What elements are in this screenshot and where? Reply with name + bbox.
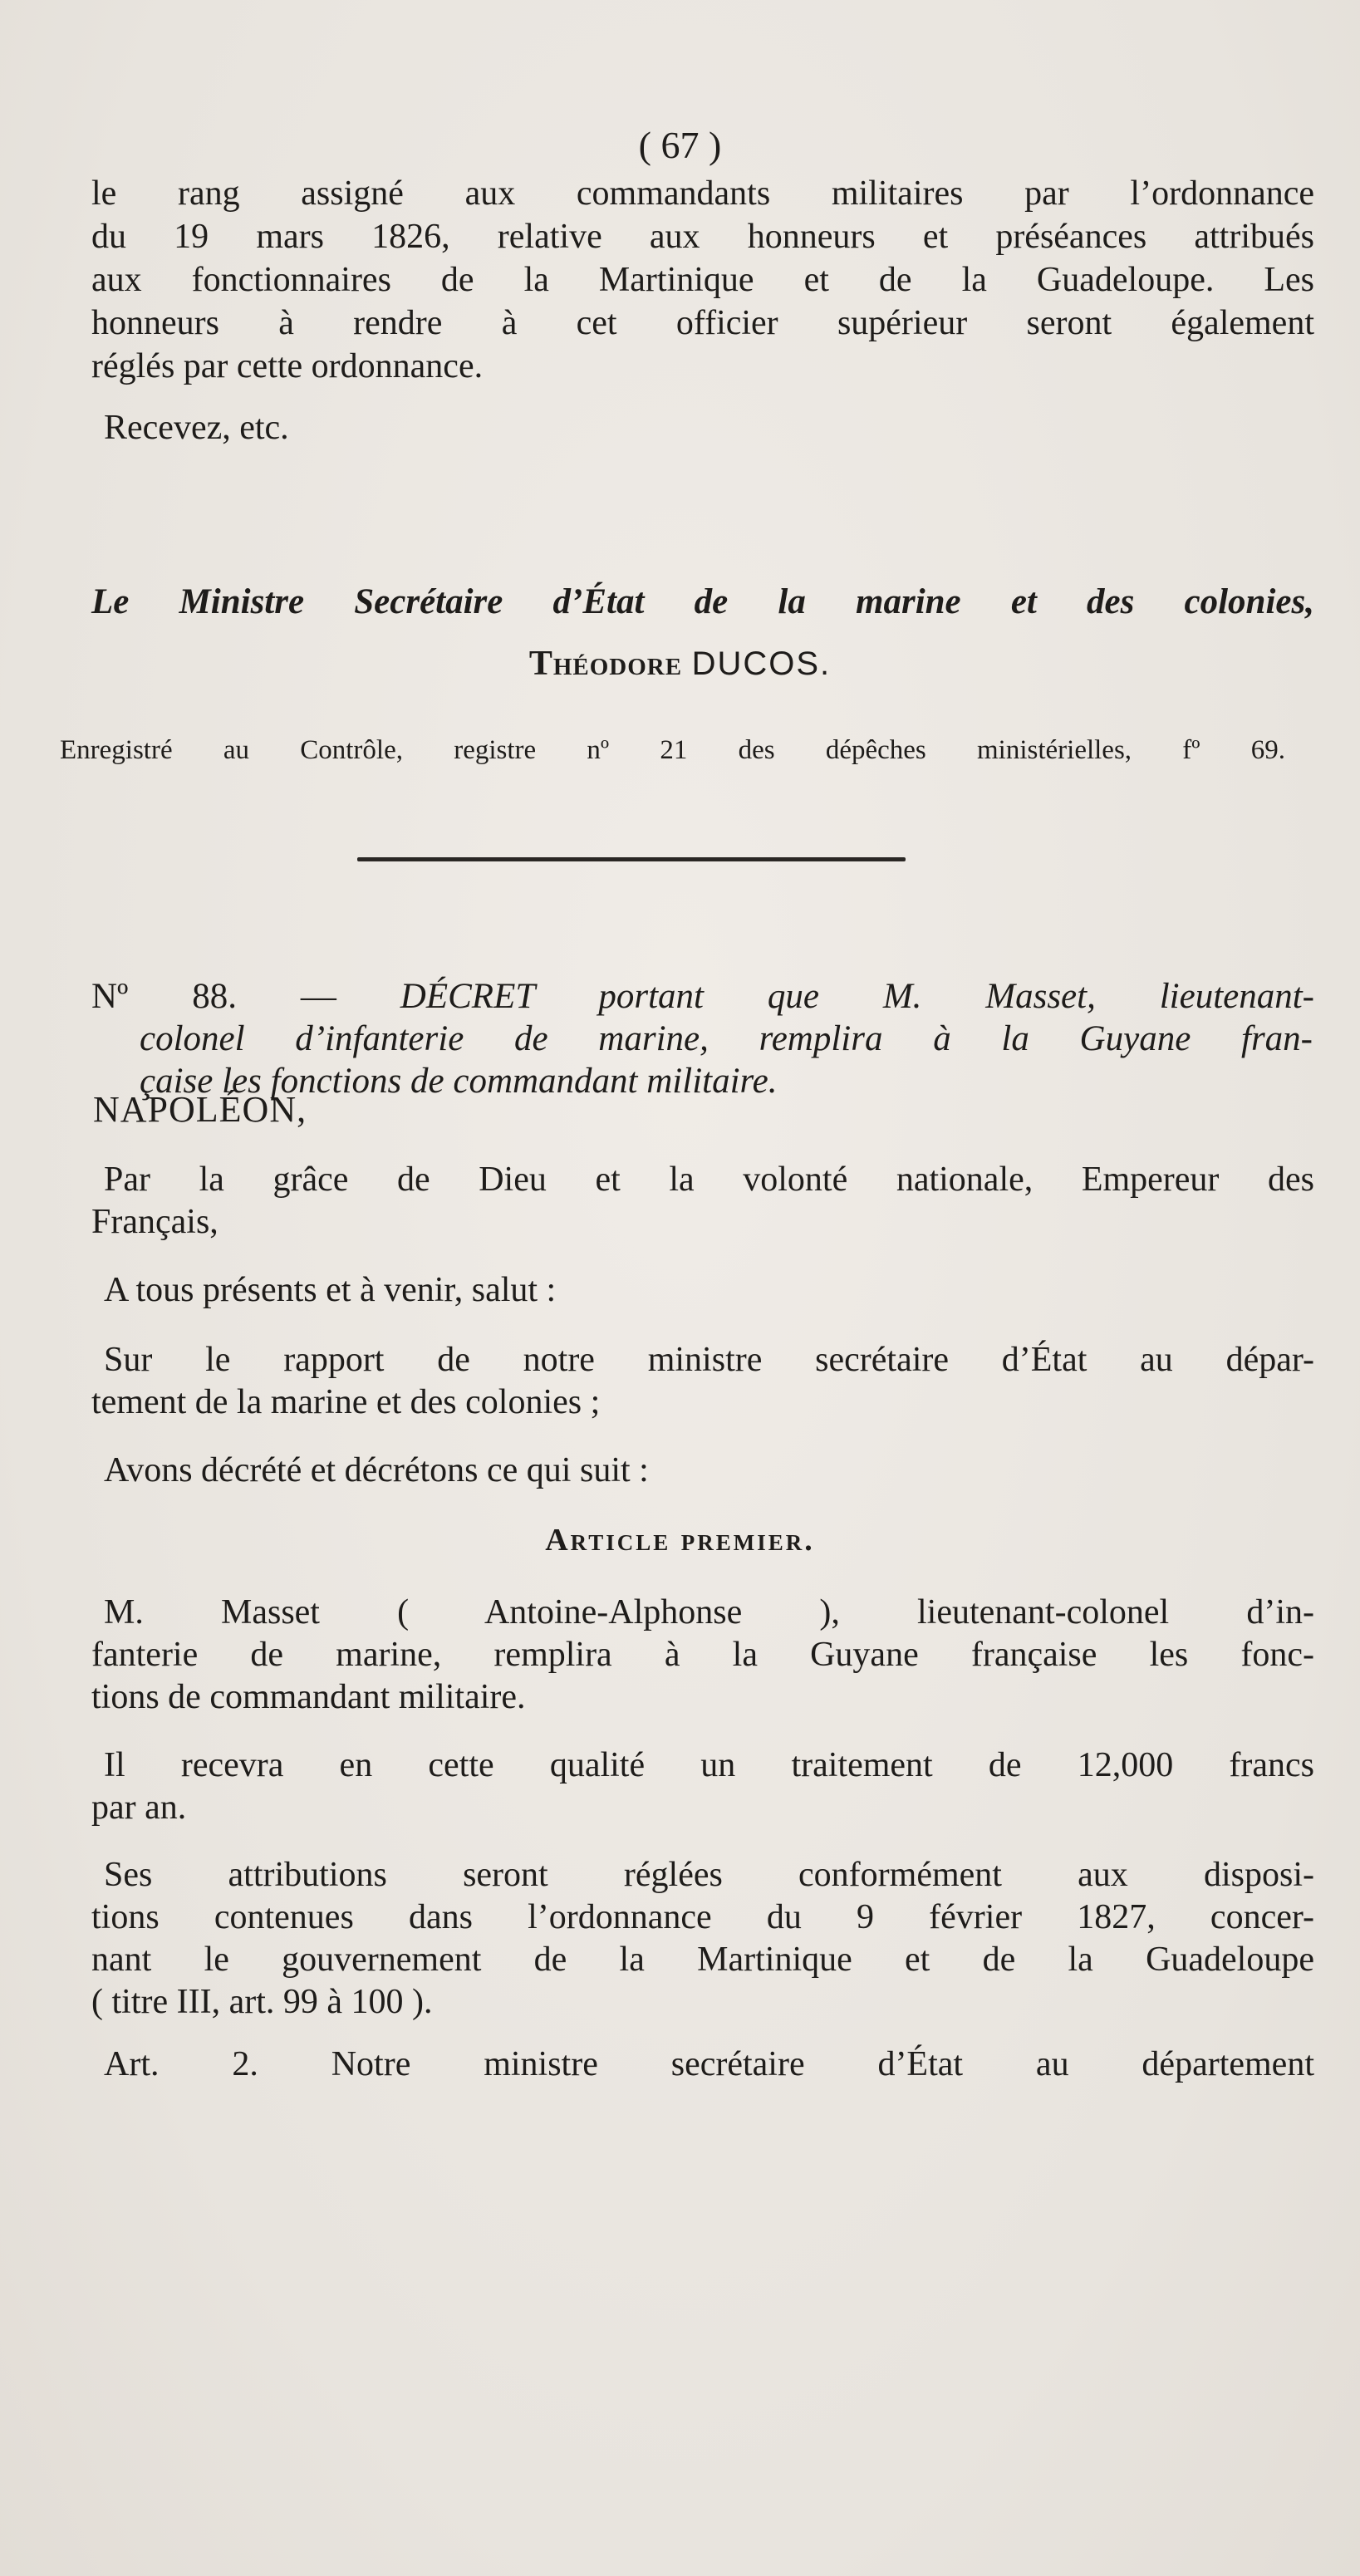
article-line: Ses attributions seront réglées conformément aux disposi- bbox=[104, 1856, 1314, 1894]
preamble-line: Sur le rapport de notre ministre secrétaire d’État au dépar- bbox=[104, 1341, 1314, 1379]
decree-title-line: colonel d’infanterie de marine, remplira à la Guyane fran- bbox=[140, 1019, 1313, 1058]
paragraph-line: honneurs à rendre à cet officier supérieur seront également bbox=[91, 304, 1314, 342]
decree-title-line: çaise les fonctions de commandant militaire. bbox=[140, 1062, 778, 1101]
page-number: ( 67 ) bbox=[638, 124, 722, 166]
article-two-line: Art. 2. Notre ministre secrétaire d’État au département bbox=[104, 2045, 1314, 2083]
preamble-line: tement de la marine et des colonies ; bbox=[91, 1383, 601, 1421]
article-line: tions de commandant militaire. bbox=[91, 1678, 526, 1716]
signature-name bbox=[0, 644, 1360, 684]
paragraph-line: le rang assigné aux commandants militaires par l’ordonnance bbox=[91, 174, 1314, 213]
decree-title-text: DÉCRET portant que M. Masset, lieutenant- bbox=[400, 977, 1314, 1016]
sovereign-name: NAPOLÉON, bbox=[93, 1089, 307, 1130]
registration-note: Enregistré au Contrôle, registre nº 21 des dépêches ministérielles, fº 69. bbox=[60, 735, 1285, 765]
article-line: Il recevra en cette qualité un traitement de 12,000 francs bbox=[104, 1746, 1314, 1784]
signature-title: Le Ministre Secrétaire d’État de la marine et des colonies, bbox=[91, 582, 1314, 621]
article-heading: Article premier. bbox=[545, 1523, 815, 1558]
section-divider bbox=[357, 857, 906, 861]
paragraph-line: aux fonctionnaires de la Martinique et de la Guadeloupe. Les bbox=[91, 261, 1314, 299]
signature-given-name: Théodore bbox=[528, 645, 683, 683]
article-line: nant le gouvernement de la Martinique et de la Guadeloupe bbox=[91, 1941, 1314, 1979]
article-line: fanterie de marine, remplira à la Guyane française les fonc- bbox=[91, 1636, 1314, 1674]
article-line: ( titre III, art. 99 à 100 ). bbox=[91, 1983, 433, 2021]
preamble-line: Français, bbox=[91, 1203, 218, 1241]
signature-family-name: DUCOS. bbox=[691, 645, 832, 682]
enacting-formula: Avons décrété et décrétons ce qui suit : bbox=[104, 1451, 649, 1489]
decree-title-line bbox=[91, 976, 1314, 1018]
paragraph-line: réglés par cette ordonnance. bbox=[91, 347, 484, 385]
article-line: tions contenues dans l’ordonnance du 9 février 1827, concer- bbox=[91, 1898, 1314, 1936]
decree-number: Nº 88. — bbox=[91, 977, 336, 1016]
preamble-line: Par la grâce de Dieu et la volonté nationale, Empereur des bbox=[104, 1160, 1314, 1199]
article-line: M. Masset ( Antoine-Alphonse ), lieutenant-colonel d’in- bbox=[104, 1593, 1314, 1631]
salutation: A tous présents et à venir, salut : bbox=[104, 1271, 557, 1309]
article-line: par an. bbox=[91, 1788, 187, 1827]
closing-formula: Recevez, etc. bbox=[104, 409, 289, 447]
paragraph-line: du 19 mars 1826, relative aux honneurs et préséances attribués bbox=[91, 218, 1314, 256]
